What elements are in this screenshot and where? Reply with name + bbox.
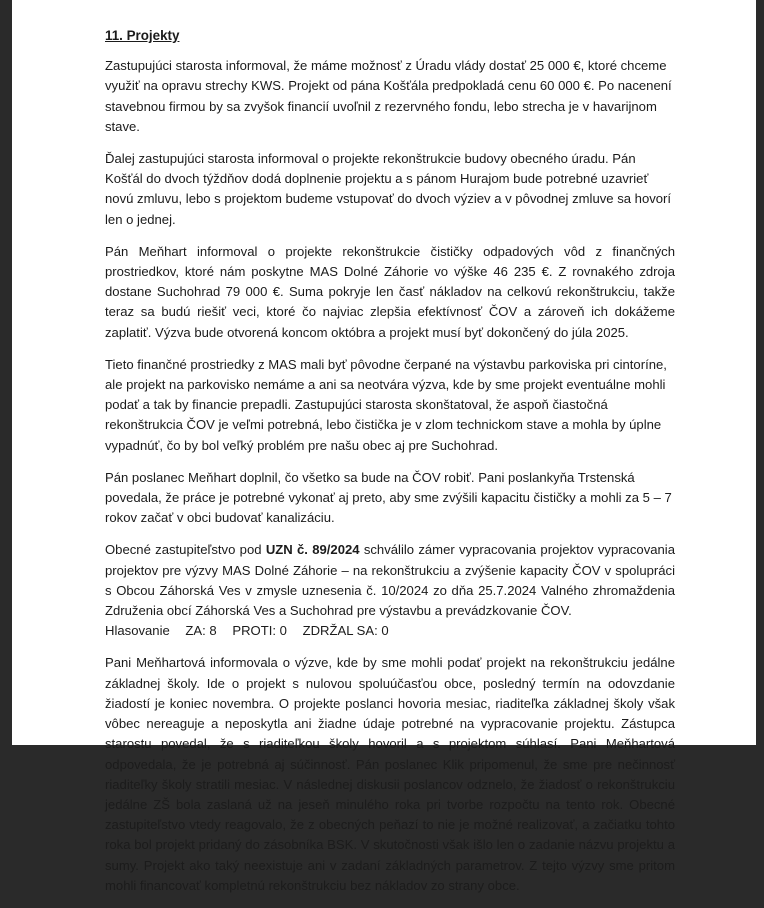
paragraph-office-building: Ďalej zastupujúci starosta informoval o projekte rekonštrukcie budovy obecného úradu. Pán Košťál do dvoch týždňov dodá doplnenie projektu a s pánom Hurajom bude potrebné uzavrieť novú zmluvu, lebo s projektom budeme vstupovať do dvoch výziev a v pôvodnej zmluve sa hovorí len o jednej. <box>105 151 672 227</box>
paragraph-roof-repair: Zastupujúci starosta informoval, že máme možnosť z Úradu vlády dostať 25 000 €, ktoré chceme využiť na opravu strechy KWS. Projekt od pána Košťála predpokladá cenu 60 000 €. Po nacenení stavebnou firmou by sa zvyšok financií uvoľnil z rezervného fondu, lebo strecha je v havarijnom stave. <box>105 58 672 134</box>
resolution-prefix: Obecné zastupiteľstvo pod <box>105 542 266 558</box>
paragraph-mas-funds: Tieto finančné prostriedky z MAS mali byť pôvodne čerpané na výstavbu parkoviska pri cintoríne, ale projekt na parkovisko nemáme a ani sa neotvára výzva, kde by sme projekt eventuálne mohli podať a tak by financie prepadli. Zastupujúci starosta skonštatoval, že aspoň čiastočná rekonštrukcia ČOV je veľmi potrebná, lebo čistička je v zlom technickom stave a mohla by úplne vypadnúť, čo by bol veľký problém pre našu obec aj pre Suchohrad. <box>105 356 667 453</box>
paragraph-cov-works: Pán poslanec Meňhart doplnil, čo všetko sa bude na ČOV robiť. Pani poslankyňa Trstenská povedala, že práce je potrebné vykonať aj preto, aby sme zvýšili kapacitu čističky a mohli za 5 – 7 rokov začať v obci budovať kanalizáciu. <box>105 469 672 526</box>
vote-against: PROTI: 0 <box>232 623 287 639</box>
vote-label: Hlasovanie <box>105 623 170 639</box>
resolution-text: schválilo zámer vypracovania projektov vypracovania projektov pre výzvy MAS Dolné Záhorie – na rekonštrukciu a zvýšenie kapacity ČOV v spolupráci s Obcou Záhorská Ves v zmysle uznesenia č. 10/2024 zo dňa 25.7.2024 Valného zhromaždenia Združenia obcí Záhorská Ves a Suchohrad pre výstavbu a prevádzkovanie ČOV. <box>105 542 675 619</box>
paragraph-wastewater-plant: Pán Meňhart informoval o projekte rekonštrukcie čističky odpadových vôd z finančných prostriedkov, ktoré nám poskytne MAS Dolné Záhorie vo výške 46 235 €. Z rovnakého zdroja dostane Suchohrad 79 000 €. Suma pokryje len časť nákladov na celkovú rekonštrukciu, takže teraz sa budú riešiť veci, ktoré čo najviac zlepšia efektívnosť ČOV a zároveň ich dokážeme zaplatiť. Výzva bude otvorená koncom októbra a projekt musí byť dokončený do júla 2025. <box>105 243 675 340</box>
document-page <box>12 0 756 893</box>
paragraph-school-canteen: Pani Meňhartová informovala o výzve, kde by sme mohli podať projekt na rekonštrukciu jedálne základnej školy. Ide o projekt s nulovou spoluúčasťou obce, posledný termín na odovzdanie žiadostí je koniec novembra. O projekte poslanci hovoria mesiac, riaditeľka základnej školy však vôbec nereaguje a neposkytla ani žiadne údaje potrebné na vypracovanie projektu. Zástupca starostu povedal, že s riaditeľkou školy hovoril a s projektom súhlasí. Pani Meňhartová odpovedala, že je potrebná aj súčinnosť. Pán poslanec Klik pripomenul, že sme pre nečinnosť riaditeľky školy stratili mesiac. V následnej diskusii poslancov odznelo, že žiadosť o rekonštrukciu jedálne ZŠ bola zaslaná už na jeseň minulého roka pri tvorbe rozpočtu na tento rok. Obecné zastupiteľstvo vtedy reagovalo, že z obecných peňazí to nie je možné realizovať, a začiatku tohto roka bol projekt pridaný do zásobníka BSK. V skutočnosti však išlo len o zadanie názvu projektu a sumy. Projekt ako taký neexistuje ani v zadaní základných parametrov. Z tejto výzvy sme pritom mohli financovať kompletnú rekonštrukciu bez nákladov zo strany obce. <box>105 655 675 893</box>
vote-abstain: ZDRŽAL SA: 0 <box>302 623 389 639</box>
vote-line <box>105 623 401 638</box>
vote-for: ZA: 8 <box>185 623 217 639</box>
resolution-number: UZN č. 89/2024 <box>265 542 360 558</box>
resolution-paragraph <box>105 540 675 641</box>
document-content <box>105 26 675 908</box>
section-heading: 11. Projekty <box>105 28 180 43</box>
